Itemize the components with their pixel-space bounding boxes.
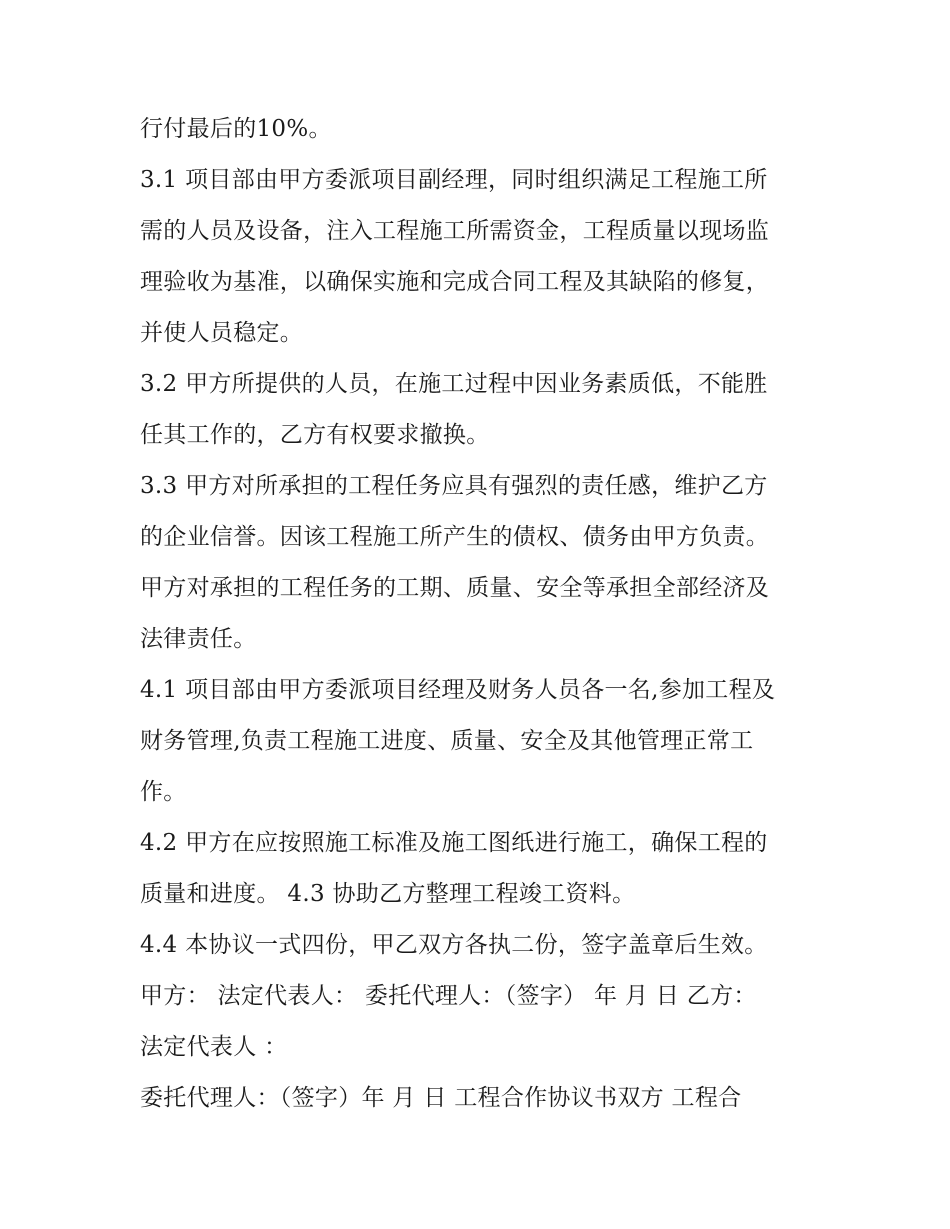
text-line: 理验收为基准，以确保实施和完成合同工程及其缺陷的修复， bbox=[140, 269, 770, 295]
text-line: 4.2 甲方在应按照施工标准及施工图纸进行施工，确保工程的 bbox=[140, 830, 768, 856]
text-line: 4.4 本协议一式四份，甲乙双方各执二份，签字盖章后生效。 bbox=[140, 932, 768, 958]
text-line: 4.1 项目部由甲方委派项目经理及财务人员各一名,参加工程及 bbox=[140, 677, 776, 703]
text-line: 质量和进度。 4.3 协助乙方整理工程竣工资料。 bbox=[140, 881, 636, 907]
text-line: 财务管理,负责工程施工进度、质量、安全及其他管理正常工 bbox=[140, 728, 754, 754]
text-line: 作。 bbox=[140, 779, 187, 805]
text-line: 委托代理人：（签字）年 月 日 工程合作协议书双方 工程合 bbox=[140, 1085, 742, 1111]
text-line: 并使人员稳定。 bbox=[140, 320, 304, 346]
text-line: 行付最后的10%。 bbox=[140, 116, 332, 142]
text-line: 3.2 甲方所提供的人员，在施工过程中因业务素质低，不能胜 bbox=[140, 371, 768, 397]
text-line: 任其工作的，乙方有权要求撤换。 bbox=[140, 422, 490, 448]
text-line: 3.3 甲方对所承担的工程任务应具有强烈的责任感，维护乙方 bbox=[140, 473, 768, 499]
text-line: 法律责任。 bbox=[140, 626, 257, 652]
text-line: 的企业信誉。因该工程施工所产生的债权、债务由甲方负责。 bbox=[140, 524, 770, 550]
text-line: 甲方： 法定代表人： 委托代理人：（签字） 年 月 日 乙方： bbox=[140, 983, 757, 1009]
text-line: 法定代表人 ： bbox=[140, 1034, 288, 1060]
text-line: 3.1 项目部由甲方委派项目副经理，同时组织满足工程施工所 bbox=[140, 167, 768, 193]
text-line: 需的人员及设备，注入工程施工所需资金，工程质量以现场监 bbox=[140, 218, 770, 244]
document-body bbox=[140, 104, 830, 1124]
text-line: 甲方对承担的工程任务的工期、质量、安全等承担全部经济及 bbox=[140, 575, 770, 601]
